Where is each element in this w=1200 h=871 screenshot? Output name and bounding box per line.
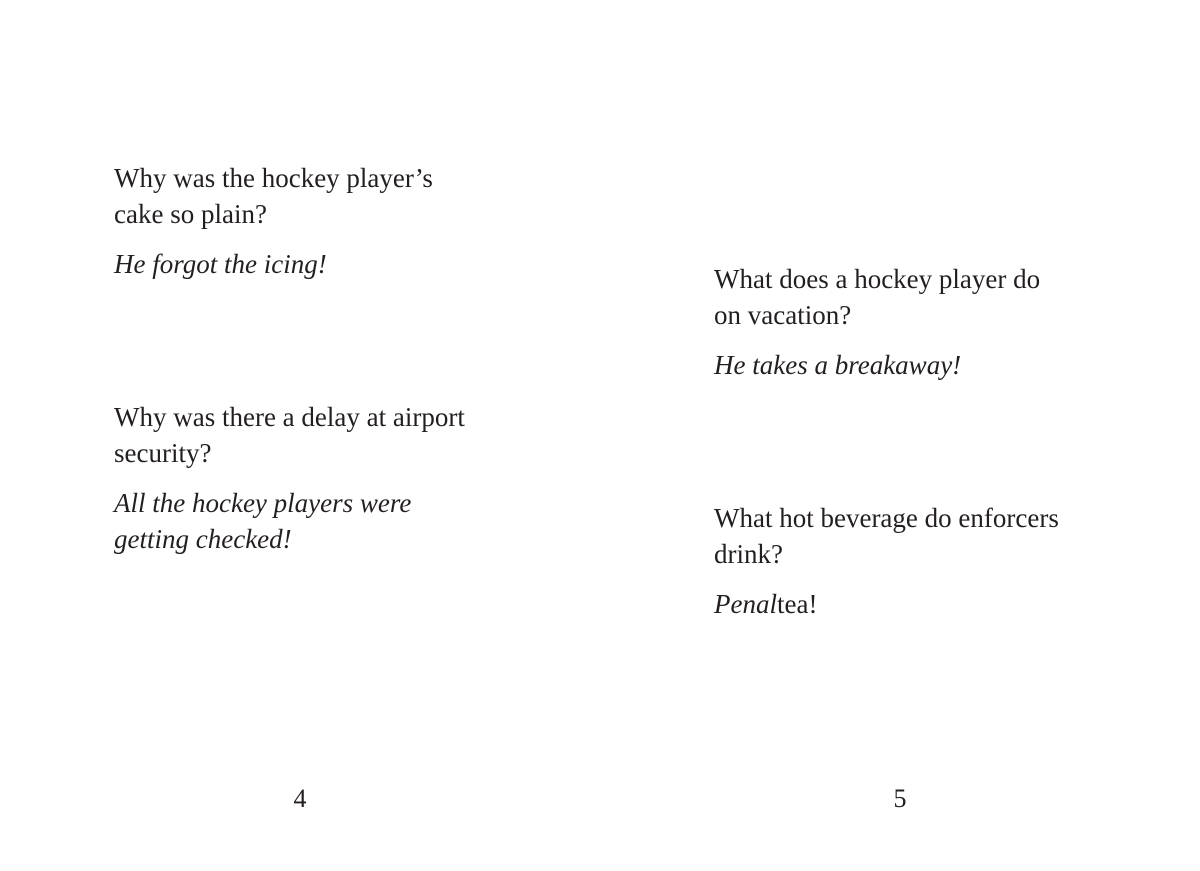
right-page bbox=[600, 0, 1200, 871]
answer-line: getting checked! bbox=[114, 524, 292, 554]
joke-beverage bbox=[714, 500, 1059, 622]
joke-airport bbox=[114, 399, 465, 557]
question-line: What does a hockey player do bbox=[714, 264, 1041, 294]
joke-vacation bbox=[714, 261, 1040, 383]
answer-line: He forgot the icing! bbox=[114, 249, 327, 279]
question-line: Why was the hockey player’s bbox=[114, 163, 433, 193]
joke-question bbox=[714, 500, 1059, 572]
joke-question bbox=[114, 399, 465, 471]
joke-question bbox=[714, 261, 1040, 333]
joke-icing bbox=[114, 160, 433, 282]
question-line: security? bbox=[114, 438, 212, 468]
page-number: 5 bbox=[893, 784, 907, 813]
answer-line: He takes a breakaway! bbox=[714, 350, 962, 380]
page-number: 4 bbox=[293, 784, 307, 813]
question-line: Why was there a delay at airport bbox=[114, 402, 465, 432]
answer-upright-part: tea! bbox=[776, 589, 818, 619]
joke-answer bbox=[714, 347, 1040, 383]
joke-answer bbox=[114, 246, 433, 282]
question-line: on vacation? bbox=[714, 300, 852, 330]
answer-italic-part: Penal bbox=[714, 589, 777, 619]
joke-question bbox=[114, 160, 433, 232]
question-line: What hot beverage do enforcers bbox=[714, 503, 1059, 533]
joke-answer bbox=[114, 485, 465, 557]
answer-line: All the hockey players were bbox=[114, 488, 412, 518]
question-line: drink? bbox=[714, 539, 783, 569]
joke-answer bbox=[714, 586, 1059, 622]
question-line: cake so plain? bbox=[114, 199, 267, 229]
